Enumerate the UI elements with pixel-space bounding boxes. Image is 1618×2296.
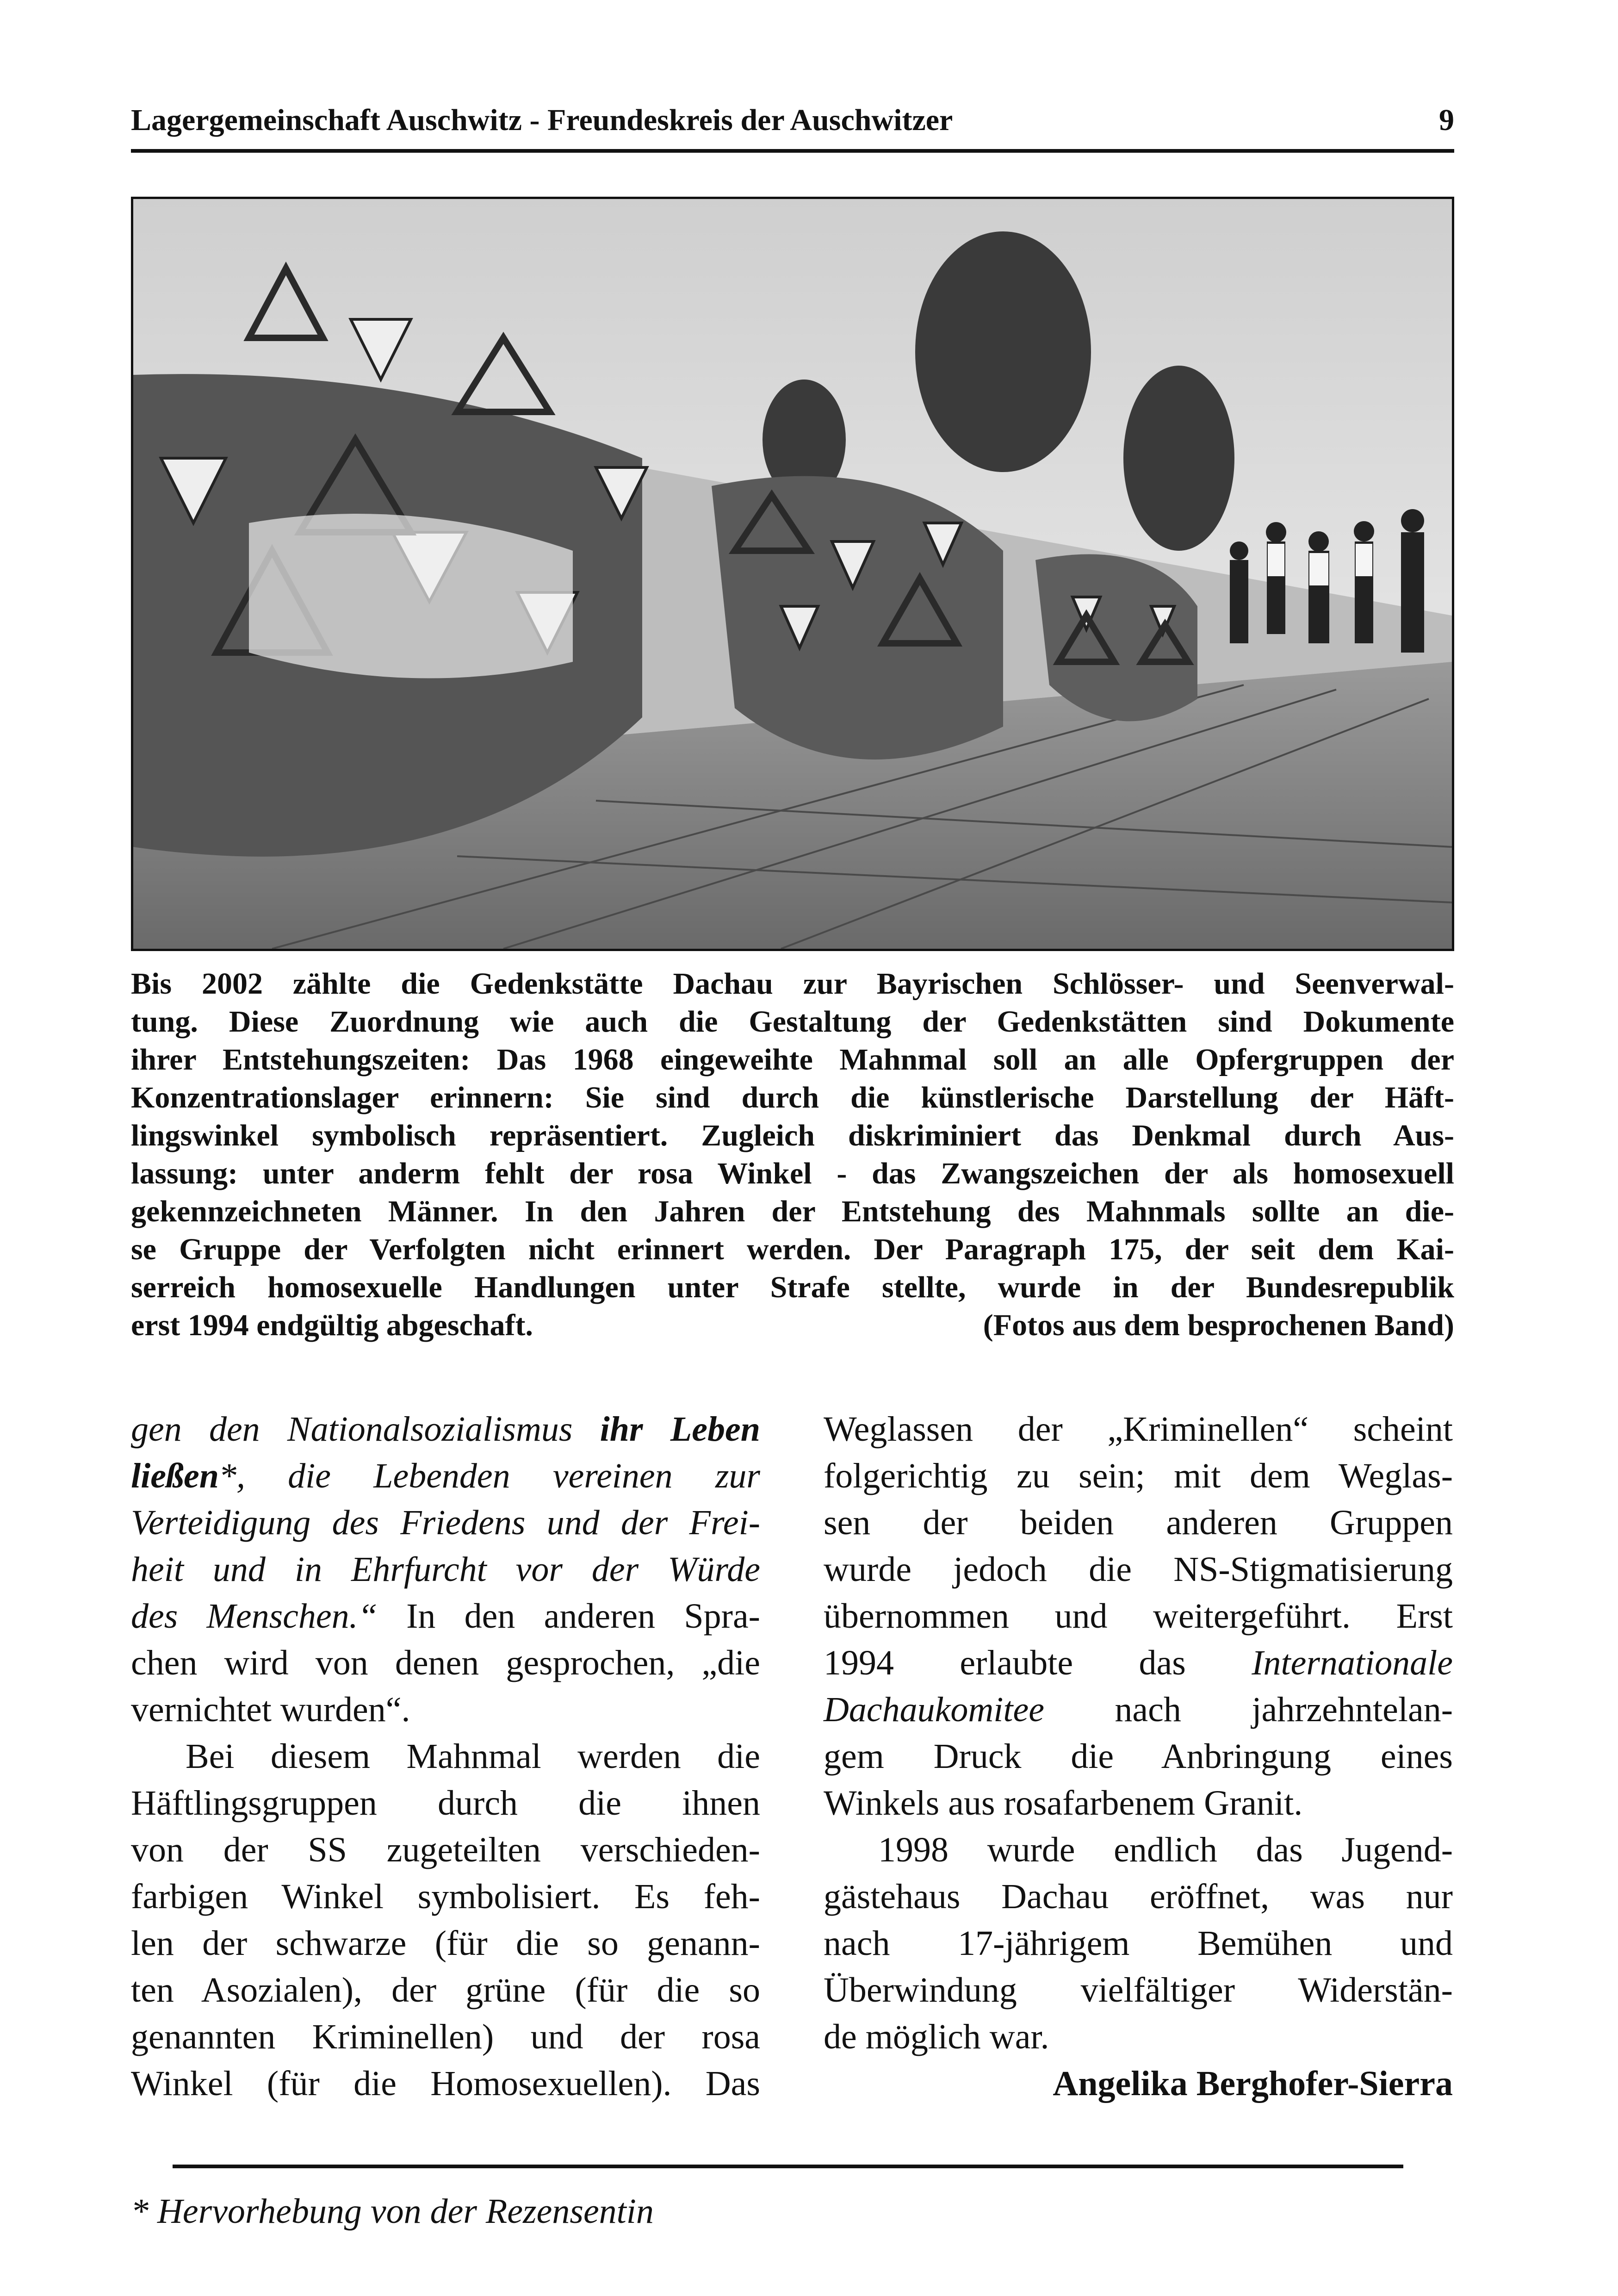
- caption-line: tung. Diese Zuordnung wie auch die Gestaltung der Gedenkstätten sind Dokumente: [131, 1005, 1454, 1039]
- caption-line: ihrer Entstehungszeiten: Das 1968 eingeweihte Mahnmal soll an alle Opfergruppen der: [131, 1043, 1454, 1076]
- text-line: gem Druck die Anbringung eines: [824, 1737, 1453, 1776]
- header-rule: [131, 149, 1454, 153]
- text-line: heit und in Ehrfurcht vor der Würde: [131, 1550, 760, 1589]
- text-line: len der schwarze (für die so genann-: [131, 1924, 760, 1963]
- text-line: sen der beiden anderen Gruppen: [824, 1503, 1453, 1542]
- text-line: Winkel (für die Homosexuellen). Das: [131, 2064, 760, 2103]
- photo-credit: (Fotos aus dem besprochenen Band): [983, 1308, 1454, 1342]
- text-line: farbigen Winkel symbolisiert. Es feh-: [131, 1877, 760, 1916]
- text-line: Weglassen der „Kriminellen“ scheint: [824, 1410, 1453, 1449]
- text-line: gästehaus Dachau eröffnet, was nur: [824, 1877, 1453, 1916]
- caption-line: serreich homosexuelle Handlungen unter Strafe stellte, wurde in der Bundesrepublik: [131, 1270, 1454, 1304]
- publication-title: Lagergemeinschaft Auschwitz - Freundeskreis der Auschwitzer: [131, 103, 953, 137]
- text-line: 1998 wurde endlich das Jugend-: [878, 1830, 1453, 1869]
- caption-end-text: erst 1994 endgültig abgeschaft.: [131, 1308, 533, 1342]
- author-signature: Angelika Berghofer-Sierra: [1053, 2064, 1453, 2103]
- left-column: [131, 1406, 760, 2107]
- page-number: 9: [1439, 103, 1454, 137]
- memorial-photo-illustration: [133, 199, 1452, 949]
- caption-line: lassung: unter anderm fehlt der rosa Winkel - das Zwangszeichen der als homosexuell: [131, 1157, 1454, 1190]
- text-line: de möglich war.: [824, 2017, 1049, 2056]
- text-line: Dachaukomitee nach jahrzehntelan-: [824, 1690, 1453, 1729]
- text-line: gen den Nationalsozialismus ihr Leben: [131, 1410, 760, 1449]
- memorial-photo: [131, 197, 1454, 951]
- text-line: Verteidigung des Friedens und der Frei-: [131, 1503, 760, 1542]
- caption-line: lingswinkel symbolisch repräsentiert. Zugleich diskriminiert das Denkmal durch Aus-: [131, 1119, 1454, 1152]
- text-line: von der SS zugeteilten verschieden-: [131, 1830, 760, 1869]
- text-line: Winkels aus rosafarbenem Granit.: [824, 1784, 1303, 1823]
- text-line: übernommen und weitergeführt. Erst: [824, 1597, 1453, 1636]
- text-line: ließen*, die Lebenden vereinen zur: [131, 1456, 760, 1495]
- text-line: nach 17-jährigem Bemühen und: [824, 1924, 1453, 1963]
- text-line: chen wird von denen gesprochen, „die: [131, 1643, 760, 1682]
- text-line: folgerichtig zu sein; mit dem Weglas-: [824, 1456, 1453, 1495]
- caption-line: se Gruppe der Verfolgten nicht erinnert werden. Der Paragraph 175, der seit dem Kai-: [131, 1232, 1454, 1266]
- text-line: vernichtet wurden“.: [131, 1690, 410, 1729]
- text-line: wurde jedoch die NS-Stigmatisierung: [824, 1550, 1453, 1589]
- footnote: * Hervorhebung von der Rezensentin: [131, 2192, 654, 2231]
- photo-caption: [131, 965, 1454, 1344]
- right-column: [824, 1406, 1453, 2107]
- caption-line: Bis 2002 zählte die Gedenkstätte Dachau zur Bayrischen Schlösser- und Seenverwal-: [131, 967, 1454, 1001]
- text-line: Häftlingsgruppen durch die ihnen: [131, 1784, 760, 1823]
- text-line: Bei diesem Mahnmal werden die: [186, 1737, 760, 1776]
- caption-line: Konzentrationslager erinnern: Sie sind durch die künstlerische Darstellung der Häft-: [131, 1081, 1454, 1114]
- running-header: [131, 103, 1454, 138]
- text-line: genannten Kriminellen) und der rosa: [131, 2017, 760, 2056]
- text-line: ten Asozialen), der grüne (für die so: [131, 1971, 760, 2010]
- text-line: des Menschen.“ In den anderen Spra-: [131, 1597, 760, 1636]
- footnote-rule: [173, 2165, 1403, 2168]
- caption-line: gekennzeichneten Männer. In den Jahren der Entstehung des Mahnmals sollte an die-: [131, 1195, 1454, 1228]
- text-line: 1994 erlaubte das Internationale: [824, 1643, 1453, 1682]
- panel-highlight: [249, 514, 573, 678]
- caption-last-line: [131, 1307, 1454, 1344]
- text-line: Überwindung vielfältiger Widerstän-: [824, 1971, 1453, 2010]
